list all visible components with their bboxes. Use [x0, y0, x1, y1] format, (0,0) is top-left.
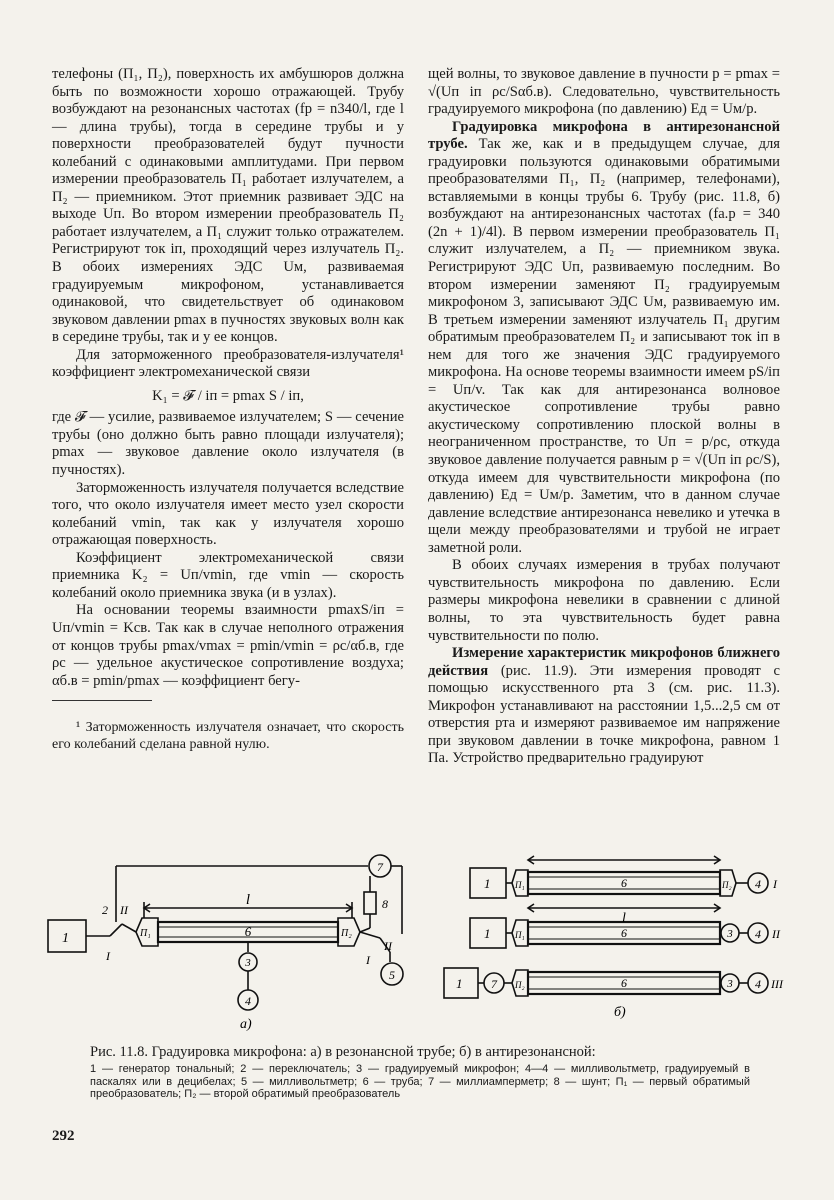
paragraph: На основании теоремы взаимности pmaxS/iп = Uп/vmin = Kсв. Так как в случае неполного отражения от концов трубы pmax/vmax = pmin/vmin = ρc/αб.в, где ρc — удельное акустическое сопротивление воздуха; αб.в = pmin/pmax — коэффициент бегу-	[52, 602, 404, 689]
paragraph: телефоны (П₁, П₂), поверхность их амбушюров должна быть по возможности хорошо отражающей. Трубу возбуждают на резонансных частотах (fр = n340/l, где l — длина трубы), тогда в середине трубы и у поверхности преобразователей будут пучности колебаний с одинаковыми амплитудами. При первом измерении преобразователь П₁ работает излучателем, а П₂ — приемником. Этот приемник развивает ЭДС на выходе Uп. Во втором измерении преобразователь П₂ работает излучателем, а П₁ служит только отражателем. Регистрируют ток iп, проходящий через излучатель П₂. В обоих измерениях ЭДС Uм, развиваемая градуируемым микрофоном, устанавливается одинаковой, что свидетельствует об одинаковом звуковом давлении pmax в пучностях звуковых волн как в середине трубы, так и у ее концов.	[52, 66, 404, 346]
length-label: l	[622, 911, 626, 926]
page-number: 292	[52, 1128, 75, 1144]
milliammeter-label: 7	[377, 860, 383, 874]
row3-roman: III	[771, 977, 783, 991]
paragraph: Для заторможенного преобразователя-излучателя¹ коэффициент электромеханической связи	[52, 346, 404, 381]
figure-a-label: а)	[240, 1017, 252, 1032]
row2-roman: II	[772, 927, 780, 941]
row2-left-t-label: П₁	[515, 930, 525, 940]
paragraph: щей волны, то звуковое давление в пучности p = pmax = √(Uп iп ρc/Sαб.в). Следовательно, чувствительность градуируемого микрофона (по давлению) Eд = Uм/p.	[428, 66, 780, 118]
row2-microphone-label: 3	[727, 928, 733, 940]
row1-right-t-label: П₂	[722, 880, 732, 890]
tube-label: 6	[244, 924, 252, 939]
section-heading: Измерение характеристик микрофонов ближнего действия	[428, 645, 780, 679]
millivoltmeter-label: 5	[389, 968, 395, 982]
row3-meter-label: 4	[755, 977, 761, 991]
row1-generator-label: 1	[484, 876, 491, 891]
microphone-label: 3	[245, 957, 251, 969]
paragraph: Коэффициент электромеханической связи приемника K₂ = Uп/vmin, где vmin — скорость колебаний около приемника звука (и в узлах).	[52, 549, 404, 601]
figure-b-label: б)	[614, 1005, 626, 1020]
right-column	[428, 66, 780, 768]
section-heading: Градуировка микрофона в антирезонансной трубе.	[428, 118, 780, 153]
paragraph: В обоих случаях измерения в трубах получают чувствительность микрофона по давлению. Если размеры микрофона невелики в сравнении с длиной волны, то эта чувствительность будет равна чувствительности по полю.	[428, 557, 780, 644]
footnote: ¹ Заторможенность излучателя означает, что скорость его колебаний сделана равной нулю.	[52, 720, 404, 753]
row2-tube-label: 6	[621, 926, 627, 940]
switch-pos-1: I	[106, 949, 110, 963]
row3-tube-label: 6	[621, 976, 627, 990]
transducer-left-label: П₁	[140, 928, 151, 939]
row3-milliammeter-label: 7	[491, 977, 497, 991]
right-switch-pos-1: I	[366, 953, 370, 967]
generator-label: 1	[62, 931, 69, 946]
figure-resonant-tube	[40, 852, 420, 1032]
shunt	[364, 892, 376, 914]
row1-tube-label: 6	[621, 876, 627, 890]
caption-title: Рис. 11.8. Градуировка микрофона: а) в резонансной трубе; б) в антирезонансной:	[90, 1044, 596, 1060]
paragraph: где 𝓕 — усилие, развиваемое излучателем; S — сечение трубы (оно должно быть равно площади излучателя); pmax — звуковое давление около излучателя (в пучностях).	[52, 409, 404, 479]
paragraph: Заторможенность излучателя получается вследствие того, что около излучателя имеет место узел скорости колебаний vmin, так как у излучателя хорошо отражающая поверхность.	[52, 479, 404, 549]
switch-pos-2: II	[120, 903, 128, 917]
row3-microphone-label: 3	[727, 978, 733, 990]
right-switch-pos-2: II	[384, 939, 392, 953]
row3-generator-label: 1	[456, 976, 463, 991]
formula: K₁ = 𝓕 / iп = pmax S / iп,	[152, 387, 304, 404]
row2-meter-label: 4	[755, 927, 761, 941]
footnote-rule	[52, 700, 152, 701]
length-label: l	[245, 892, 251, 908]
transducer-right-label: П₂	[341, 928, 352, 939]
row1-left-t-label: П₁	[515, 880, 525, 890]
shunt-label: 8	[382, 897, 388, 911]
row1-roman: I	[773, 877, 777, 891]
mic-meter-label: 4	[245, 994, 251, 1008]
row3-left-t-label: П₂	[515, 980, 525, 990]
switch-label: 2	[102, 903, 108, 917]
figure-caption	[90, 1044, 750, 1101]
left-column	[52, 66, 404, 753]
paragraph: (рис. 11.9). Эти измерения проводят с помощью искусственного рта 3 (см. рис. 11.3). Микрофон устанавливают на расстоянии 1,5...2,5 см от отверстия рта и измеряют развиваемое им напряжение при звуковом давлении в точке микрофона, равном 1 Па. Устройство предварительно градуируют	[428, 662, 780, 767]
figure-antiresonant-tube	[438, 852, 798, 1022]
caption-legend: 1 — генератор тональный; 2 — переключатель; 3 — градуируемый микрофон; 4—4 — милливольтметр, градуируемый в паскалях или в децибелах; 5 — милливольтметр; 6 — труба; 7 — миллиамперметр; 8 — шунт; П₁ — первый обратимый преобразователь; П₂ — второй обратимый преобразователь	[90, 1063, 750, 1100]
row1-meter-label: 4	[755, 877, 761, 891]
row2-generator-label: 1	[484, 926, 491, 941]
paragraph: Так же, как и в предыдущем случае, для градуировки пользуются одинаковыми обратимыми преобразователями П₁, П₂ (например, телефонами), вставляемыми в концы трубы 6. Трубу (рис. 11.8, б) возбуждают на антирезонансных частотах (fа.р = 340 (2n + 1)/4l). В первом измерении преобразователь П₁ служит излучателем, а П₂ — приемником звука. Регистрируют ЭДС Uп, развиваемую последним. Во втором измерении заменяют П₂ градуируемым микрофоном 3, записывают ЭДС Uм, развиваемую им. В третьем измерении заменяют излучатель П₁ другим обратимым преобразователем П₂ и записывают ток iп в нем для того же значения ЭДС градуируемого микрофона. На основе теоремы взаимности имеем pS/iп = Uп/v. Так как для антирезонанса волновое акустическое сопротивление трубы равно акустическому сопротивлению плоской волны в неограниченном пространстве, то Uп = p/ρc, откуда звуковое давление получается равным p = √(Uп iп ρc/S), откуда имеем для чувствительности микрофона (по давлению) Eд = Uм/p. Заметим, что в данном случае давление вследствие антирезонанса невелико и утечка в щели между преобразователями и трубой не играет заметной роли.	[428, 136, 781, 556]
